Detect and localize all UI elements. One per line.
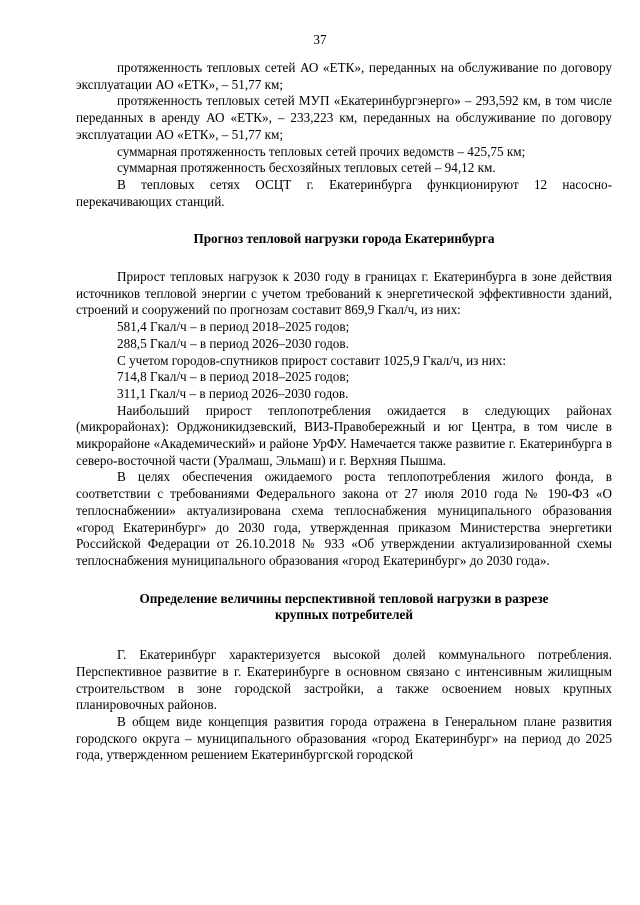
paragraph-satellite-2026-2030: 311,1 Гкал/ч – в период 2026–2030 годов. [117, 385, 349, 401]
paragraph-pumping-stations: В тепловых сетях ОСЦТ г. Екатеринбурга функционируют 12 насосно-перекачивающих станций. [76, 176, 612, 209]
section-heading-consumers-line1: Определение величины перспективной тепловой нагрузки в разрезе [139, 590, 549, 606]
paragraph-satellite-2018-2025: 714,8 Гкал/ч – в период 2018–2025 годов; [117, 369, 350, 385]
paragraph-load-growth: Прирост тепловых нагрузок к 2030 году в границах г. Екатеринбурга в зоне действия источников тепловой энергии с учетом требований к энергетической эффективности зданий, строений и сооружений по прогнозам составит 869,9 Гкал/ч, из них: [76, 269, 612, 318]
section-heading-forecast: Прогноз тепловой нагрузки города Екатеринбурга [193, 231, 495, 247]
section-heading-consumers [76, 591, 612, 624]
section-heading-consumers-line2: крупных потребителей [275, 607, 413, 623]
paragraph-etk-networks: протяженность тепловых сетей АО «ЕТК», переданных на обслуживание по договору эксплуатации АО «ЕТК», – 51,77 км; [76, 60, 612, 92]
paragraph-growth-2026-2030: 288,5 Гкал/ч – в период 2026–2030 годов. [117, 335, 349, 351]
paragraph-satellite-growth: С учетом городов-спутников прирост составит 1025,9 Гкал/ч, из них: [117, 352, 507, 368]
paragraph-heat-supply-scheme: В целях обеспечения ожидаемого роста теплопотребления жилого фонда, в соответствии с требованиями Федерального закона от 27 июля 2010 года № 190-ФЗ «О теплоснабжении» актуализирована схема теплоснабжения муниципального образования «город Екатеринбург» до 2030 года, утвержденная приказом Министерства энергетики Российской Федерации от 26.10.2018 № 933 «Об утверждении актуализированной схемы теплоснабжения муниципального образования «город Екатеринбург» до 2030 года». [76, 469, 612, 568]
page-number: 37 [313, 32, 327, 47]
paragraph-ownerless-networks: суммарная протяженность бесхозяйных тепловых сетей – 94,12 км. [117, 160, 496, 176]
paragraph-general-plan: В общем виде концепция развития города отражена в Генеральном плане развития городского округа – муниципального образования «город Екатеринбург» на период до 2025 года, утвержденном решением Екатеринбургской городской [76, 713, 612, 763]
paragraph-mup-networks: протяженность тепловых сетей МУП «Екатеринбургэнерго» – 293,592 км, в том числе переданных в аренду АО «ЕТК», – 233,223 км, переданных на обслуживание по договору эксплуатации АО «ЕТК», – 51,77 км; [76, 93, 612, 142]
paragraph-communal-consumption: Г. Екатеринбург характеризуется высокой долей коммунального потребления. Перспективное развитие в г. Екатеринбурге в основном связано с интенсивным жилищным строительством в зоне городской застройки, а также освоением новых крупных планировочных районов. [76, 647, 612, 713]
document-body [76, 60, 612, 764]
paragraph-districts: Наибольший прирост теплопотребления ожидается в следующих районах (микрорайонах): Орджоникидзевский, ВИЗ-Правобережный и юг Центра, в том числе в микрорайоне «Академический» и районе УрФУ. Намечается также развитие г. Екатеринбурга в северо-восточной части (Уралмаш, Эльмаш) и г. Верхняя Пышма. [76, 402, 612, 468]
paragraph-other-networks: суммарная протяженность тепловых сетей прочих ведомств – 425,75 км; [117, 143, 526, 159]
paragraph-growth-2018-2025: 581,4 Гкал/ч – в период 2018–2025 годов; [117, 319, 350, 335]
